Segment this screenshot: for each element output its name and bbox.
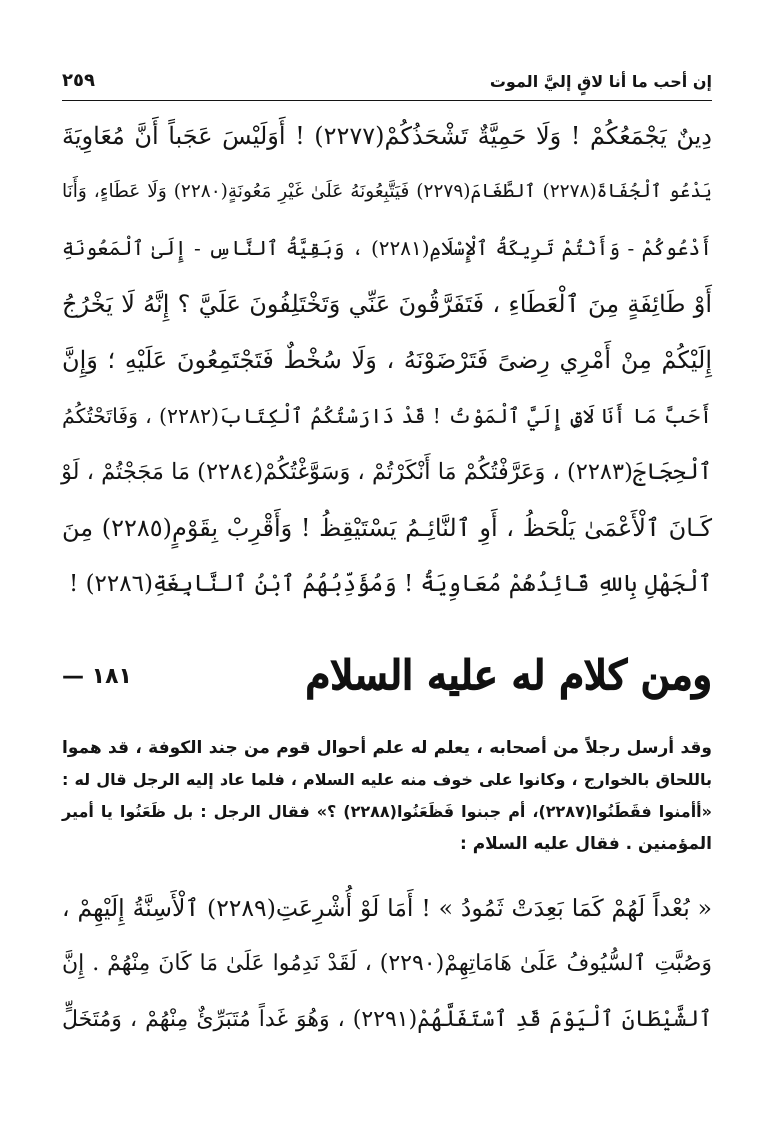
text-line: إِلَيْكُمْ مِنْ أَمْرِي رِضىً فَتَرْضَوْنَهُ ، وَلَا سُخْطٌ فَتَجْتَمِعُونَ عَلَيْهِ ؛ وَإِنَّ	[62, 346, 712, 374]
intro-line: وقد أرسل رجلاً من أصحابه ، يعلم له علم أحوال قوم من جند الكوفة ، قد هموا	[62, 738, 712, 758]
intro-line: المؤمنين . فقال عليه السلام :	[460, 834, 712, 854]
text-line: ٱلشَّيْطَانَ ٱلْيَوْمَ قَدِ ٱسْتَفَلَّهُمْ(٢٢٩١) ، وَهُوَ غَداً مُتَبَرِّئٌ مِنْهُمْ ، وَمُتَخَلٍّ	[62, 1007, 713, 1032]
text-line: أَحَبَّ مَا أَنَا لَاقٍ إِلَيَّ ٱلْمَوْتُ ! قَدْ دَارَسْتُكُمُ ٱلْكِتَابَ(٢٢٨٢) ، وَفَاتَحْتُكُمُ	[62, 404, 712, 428]
section-heading	[62, 650, 712, 710]
header-divider	[62, 100, 712, 101]
text-line: دِينٌ يَجْمَعُكُمْ ! وَلَا حَمِيَّةٌ تَشْحَذُكُمْ(٢٢٧٧) ! أَوَلَيْسَ عَجَباً أَنَّ مُعَاوِيَةَ	[62, 122, 712, 150]
running-header	[62, 68, 712, 98]
text-line: « بُعْداً لَهُمْ كَمَا بَعِدَتْ ثَمُودُ » ! أَمَا لَوْ أُشْرِعَتِ(٢٢٨٩) ٱلْأَسِنَّةُ إِلَيْهِمْ ،	[62, 894, 713, 922]
text-line: وَصُبَّتِ ٱلسُّيُوفُ عَلَىٰ هَامَاتِهِمْ(٢٢٩٠) ، لَقَدْ نَدِمُوا عَلَىٰ مَا كَانَ مِنْهُمْ . إِنَّ	[62, 951, 712, 976]
text-line: يَدْعُو ٱلْجُفَاةَ(٢٢٧٨) ٱلطَّغَامَ(٢٢٧٩) فَيَتَّبِعُونَهُ عَلَىٰ غَيْرِ مَعُونَةٍ(٢٢٨٠) وَلَا عَطَاءٍ، وَأَنَا	[62, 181, 713, 202]
intro-line: «أأمنوا فقَطَنُوا(٢٢٨٧)، أم جبنوا فَظَعَنُوا(٢٢٨٨) ؟» فقال الرجل : بل ظَعَنُوا يا أمير	[62, 802, 712, 821]
header-title: إن أحب ما أنا لاقٍ إليَّ الموت	[489, 72, 712, 91]
text-line: ٱلْجَهْلِ بِاللهِ قَائِدُهُمْ مُعَاوِيَةُ ! وَمُؤَدِّبُهُمُ ٱبْنُ ٱلنَّابِغَةِ(٢٢٨٦) !	[69, 571, 712, 597]
text-line: ٱلْحِجَاجَ(٢٢٨٣) ، وَعَرَّفْتُكُمْ مَا أَنْكَرْتُمْ ، وَسَوَّغْتُكُمْ(٢٢٨٤) مَا مَجَجْتُمْ ، لَوْ	[61, 459, 712, 485]
text-line: كَـانَ ٱلْأَعْمَىٰ يَلْحَظُ ، أَوِ ٱلنَّائِـمُ يَسْتَيْقِظُ ! وَأَقْرِبْ بِقَوْمٍ(٢٢٨٥) مِنَ	[62, 514, 713, 542]
text-line: أَدْعُوكُمْ - وَأَنْتُمْ تَرِيكَةُ ٱلْإِسْلَامِ(٢٢٨١) ، وَبَقِيَّةُ ٱلنَّاسِ - إِلَىٰ ٱلْمَعُونَةِ	[62, 236, 712, 260]
intro-line: باللحاق بالخوارج ، وكانوا على خوف منه عليه السلام ، فلما عاد إليه الرجل قال له :	[62, 770, 712, 789]
section-title: ومن كلام له عليه السلام	[305, 652, 712, 699]
text-line: أَوْ طَائِفَةٍ مِنَ ٱلْعَطَاءِ ، فَتَفَرَّقُونَ عَنِّي وَتَخْتَلِفُونَ عَلَيَّ ؟ إِنَّهُ لَا يَخْرُجُ	[62, 290, 712, 318]
page-number: ٢٥٩	[62, 70, 95, 91]
section-number: ١٨١ —	[62, 664, 132, 689]
